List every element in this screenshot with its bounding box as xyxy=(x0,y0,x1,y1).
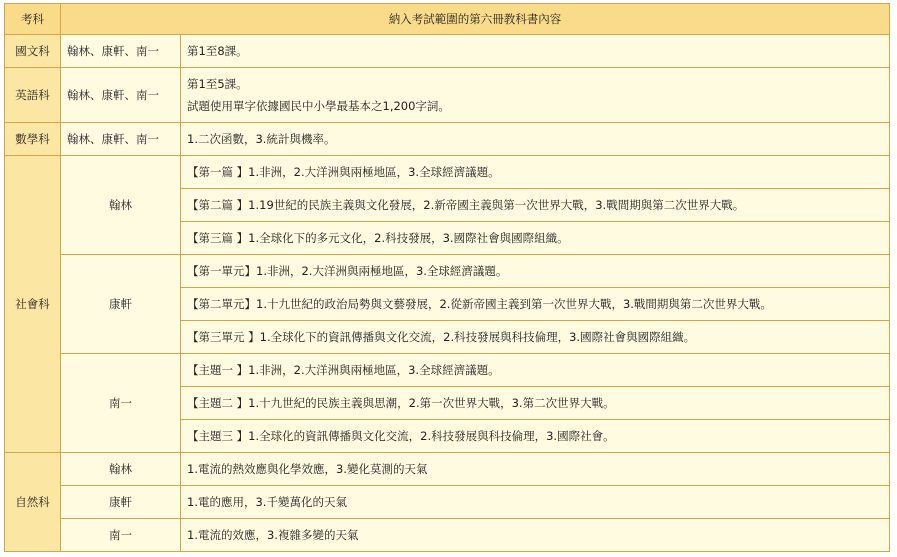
publisher-social-nanyi: 南一 xyxy=(61,354,181,453)
content-science-kangxuan: 1.電的應用，3.千變萬化的天氣 xyxy=(181,486,890,519)
publisher-science-nanyi: 南一 xyxy=(61,519,181,552)
content-social-kangxuan-1: 【第一單元】1.非洲，2.大洋洲與兩極地區，3.全球經濟議題。 xyxy=(181,255,890,288)
publisher-social-hanlin: 翰林 xyxy=(61,156,181,255)
content-english-line2: 試題使用單字依據國民中小學最基本之1,200字詞。 xyxy=(187,99,450,113)
row-science-hanlin xyxy=(5,453,890,486)
header-row xyxy=(5,4,890,35)
content-social-hanlin-3: 【第三篇 】1.全球化下的多元文化，2.科技發展，3.國際社會與國際組織。 xyxy=(181,222,890,255)
content-math: 1.二次函數，3.統計與機率。 xyxy=(181,123,890,156)
row-social-hanlin-1 xyxy=(5,156,890,189)
subject-math: 數學科 xyxy=(5,123,61,156)
row-science-nanyi xyxy=(5,519,890,552)
content-social-nanyi-1: 【主題一 】1.非洲，2.大洋洲與兩極地區，3.全球經濟議題。 xyxy=(181,354,890,387)
row-chinese xyxy=(5,35,890,68)
publishers-math: 翰林、康軒、南一 xyxy=(61,123,181,156)
content-social-hanlin-1: 【第一篇 】1.非洲，2.大洋洲與兩極地區，3.全球經濟議題。 xyxy=(181,156,890,189)
content-chinese: 第1至8課。 xyxy=(181,35,890,68)
row-science-kangxuan xyxy=(5,486,890,519)
exam-scope-table xyxy=(4,3,890,552)
content-science-nanyi: 1.電流的效應，3.複雜多變的天氣 xyxy=(181,519,890,552)
publishers-chinese: 翰林、康軒、南一 xyxy=(61,35,181,68)
content-social-kangxuan-2: 【第二單元】1.十九世紀的政治局勢與文藝發展，2.從新帝國主義到第一次世界大戰，3.戰間期與第二次世界大戰。 xyxy=(181,288,890,321)
content-social-kangxuan-3: 【第三單元 】1.全球化下的資訊傳播與文化交流，2.科技發展與科技倫理，3.國際社會與國際組織。 xyxy=(181,321,890,354)
publisher-social-kangxuan: 康軒 xyxy=(61,255,181,354)
row-english xyxy=(5,68,890,123)
subject-social: 社會科 xyxy=(5,156,61,453)
content-social-hanlin-2: 【第二篇 】1.19世紀的民族主義與文化發展，2.新帝國主義與第一次世界大戰，3.戰間期與第二次世界大戰。 xyxy=(181,189,890,222)
row-social-nanyi-1 xyxy=(5,354,890,387)
content-science-hanlin: 1.電流的熱效應與化學效應，3.變化莫測的天氣 xyxy=(181,453,890,486)
content-social-nanyi-3: 【主題三 】1.全球化的資訊傳播與文化交流，2.科技發展與科技倫理，3.國際社會。 xyxy=(181,420,890,453)
publisher-science-hanlin: 翰林 xyxy=(61,453,181,486)
content-english-line1: 第1至5課。 xyxy=(187,77,248,91)
publisher-science-kangxuan: 康軒 xyxy=(61,486,181,519)
header-subject: 考科 xyxy=(5,4,61,35)
content-social-nanyi-2: 【主題二 】1.十九世紀的民族主義與思潮，2.第一次世界大戰，3.第二次世界大戰。 xyxy=(181,387,890,420)
row-math xyxy=(5,123,890,156)
subject-chinese: 國文科 xyxy=(5,35,61,68)
publishers-english: 翰林、康軒、南一 xyxy=(61,68,181,123)
content-english xyxy=(181,68,890,123)
header-content: 納入考試範圍的第六冊教科書內容 xyxy=(61,4,890,35)
subject-english: 英語科 xyxy=(5,68,61,123)
subject-science: 自然科 xyxy=(5,453,61,552)
row-social-kangxuan-1 xyxy=(5,255,890,288)
